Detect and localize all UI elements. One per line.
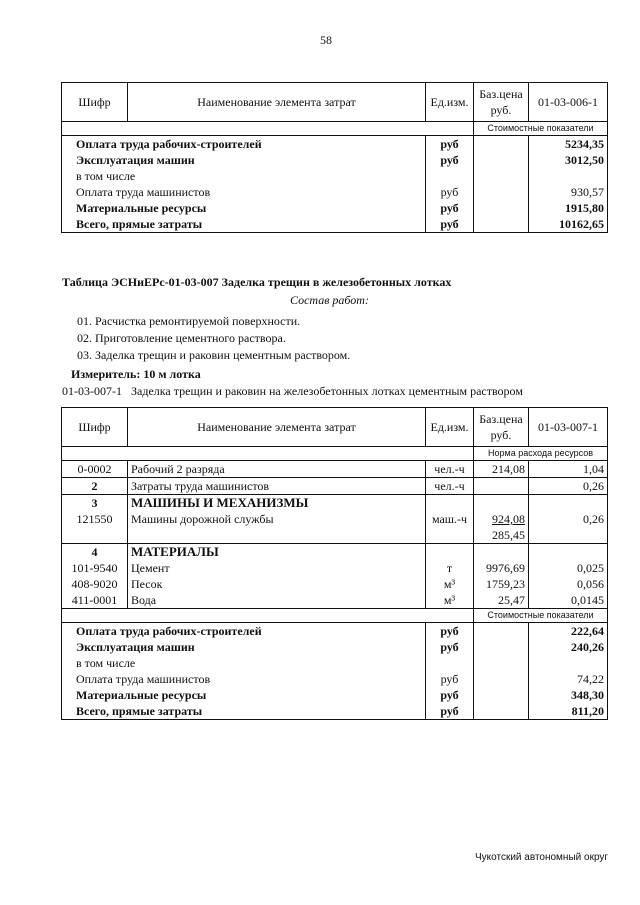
cost-row: в том числе bbox=[62, 655, 608, 671]
cost-row: Эксплуатация машин руб 240,26 bbox=[62, 639, 608, 655]
cost-row: Материальные ресурсы руб 348,30 bbox=[62, 687, 608, 703]
item-line bbox=[62, 384, 523, 399]
item-code: 01-03-007-1 bbox=[62, 384, 122, 398]
materials-group: 4 101-9540 408-9020 411-0001 МАТЕРИАЛЫ Цемент Песок Вода т м³ м³ 9976,69 1759,23 25,47 0,025 0,056 0,0145 bbox=[62, 544, 608, 609]
cost-row: Всего, прямые затраты руб 10162,65 bbox=[62, 216, 608, 233]
table-title: Таблица ЭСНиЕРс-01-03-007 Заделка трещин в железобетонных лотках bbox=[62, 275, 452, 289]
cost-row: Материальные ресурсы руб 1915,80 bbox=[62, 200, 608, 216]
cost-row: Оплата труда машинистов руб 74,22 bbox=[62, 671, 608, 687]
resource-table-2 bbox=[61, 407, 608, 720]
section-cost-label: Стоимостные показатели bbox=[474, 609, 608, 623]
machines-group: 3 121550 МАШИНЫ И МЕХАНИЗМЫ Машины дорожной службы маш.-ч 924,08 285,45 0,26 bbox=[62, 495, 608, 544]
work-step: 02. Приготовление цементного раствора. bbox=[77, 331, 286, 345]
work-composition-label: Состав работ: bbox=[290, 293, 369, 307]
work-steps bbox=[77, 313, 350, 364]
cost-row: Оплата труда машинистов руб 930,57 bbox=[62, 184, 608, 200]
header-base-price: Баз.цена руб. bbox=[474, 408, 529, 447]
header-name: Наименование элемента затрат bbox=[128, 83, 426, 122]
work-step: 03. Заделка трещин и раковин цементным раствором. bbox=[77, 348, 351, 362]
header-base-price: Баз.цена руб. bbox=[474, 83, 529, 122]
cost-row: в том числе bbox=[62, 168, 608, 184]
section-cost-label: Стоимостные показатели bbox=[474, 122, 608, 136]
cost-row: Эксплуатация машин руб 3012,50 bbox=[62, 152, 608, 168]
cost-table-1 bbox=[61, 82, 608, 233]
cost-row: Оплата труда рабочих-строителей руб 222,64 bbox=[62, 623, 608, 640]
table-row: 0-0002 Рабочий 2 разряда чел.-ч 214,08 1,04 bbox=[62, 461, 608, 478]
page-number: 58 bbox=[320, 33, 332, 47]
cost-row: Всего, прямые затраты руб 811,20 bbox=[62, 703, 608, 720]
cost-row: Оплата труда рабочих-строителей руб 5234,35 bbox=[62, 136, 608, 153]
header-name: Наименование элемента затрат bbox=[128, 408, 426, 447]
item-description: Заделка трещин и раковин на железобетонных лотках цементным раствором bbox=[131, 384, 523, 398]
header-unit: Ед.изм. bbox=[426, 408, 474, 447]
header-code: Шифр bbox=[62, 83, 128, 122]
header-code: Шифр bbox=[62, 408, 128, 447]
table-row: 2 Затраты труда машинистов чел.-ч 0,26 bbox=[62, 478, 608, 495]
footer-region: Чукотский автономный округ bbox=[475, 852, 609, 863]
work-step: 01. Расчистка ремонтируемой поверхности. bbox=[77, 314, 301, 328]
section-norm-label: Норма расхода ресурсов bbox=[474, 447, 608, 461]
header-item-code: 01-03-006-1 bbox=[529, 83, 608, 122]
header-unit: Ед.изм. bbox=[426, 83, 474, 122]
meter-label: Измеритель: 10 м лотка bbox=[71, 367, 201, 381]
header-item-code: 01-03-007-1 bbox=[529, 408, 608, 447]
